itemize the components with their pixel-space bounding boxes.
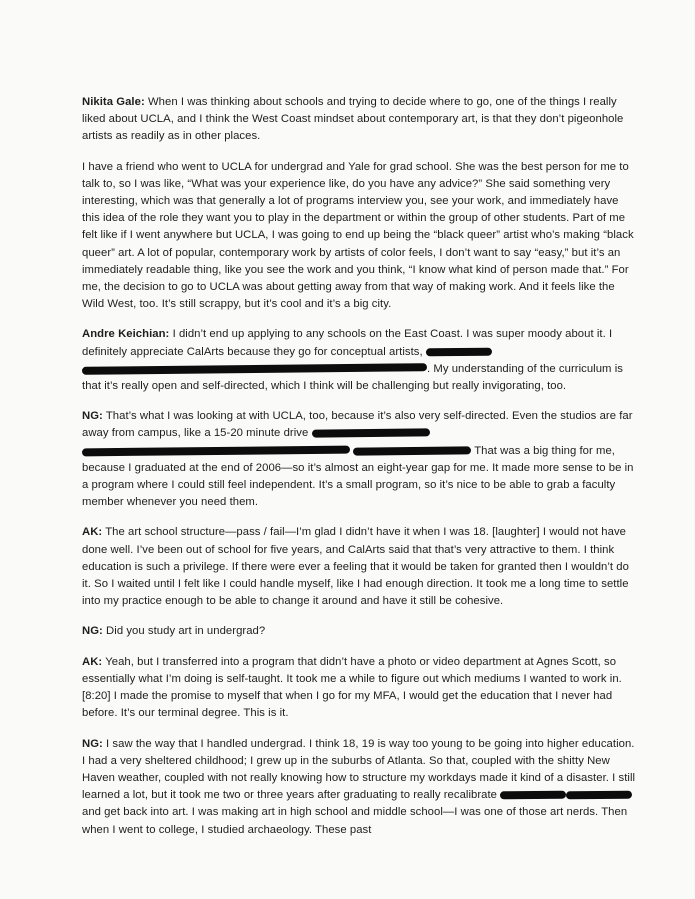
paragraph-text: and get back into art. I was making art in high school and middle school—I was one of those art nerds. Then when I went to college, I studied archaeology. These past (82, 806, 628, 836)
speaker-label: Andre Keichian: (82, 328, 170, 341)
paragraph-text: Did you study art in undergrad? (102, 625, 266, 638)
speaker-label: AK: (82, 655, 103, 668)
paragraph-text: When I was thinking about schools and trying to decide where to go, one of the things I really liked about UCLA, and I think the West Coast mindset about contemporary art, is that they don’t pigeonhole artists as readily as in other places. (82, 96, 624, 143)
redaction-mark (82, 363, 427, 375)
speaker-label: AK: (82, 526, 103, 539)
speaker-label: NG: (82, 737, 103, 750)
redaction-mark (500, 791, 566, 800)
paragraph-text: That’s what I was looking at with UCLA, too, because it’s also very self-directed. Even the studios are far away from campus, like a 15-20 minute drive (82, 410, 633, 440)
speaker-label: Nikita Gale: (82, 96, 145, 108)
paragraph-text: I didn’t end up applying to any schools on the East Coast. I was super moody about it. I definitely appreciate CalArts because they go for conceptual artists, (82, 328, 613, 358)
speaker-label: NG: (82, 410, 103, 423)
paragraph-7 (82, 654, 639, 723)
paragraph-text: I saw the way that I handled undergrad. I think 18, 19 is way too young to be going into higher education. I had a very sheltered childhood; I grew up in the suburbs of Atlanta. So that, coupled with the shitty New Haven weather, coupled with not really knowing how to structure my workdays made it kind of a disaster. I still learned a lot, but it took me two or three years after graduating to really recalibrate (82, 737, 636, 802)
redaction-mark (82, 445, 350, 456)
paragraph-text: I have a friend who went to UCLA for undergrad and Yale for grad school. She was the best person for me to talk to, so I was like, “What was your experience like, do you have any advice?” She said something very interesting, which was that generally a lot of programs interview you, see your work, and immediately have this idea of the role they want you to play in the department or within the group of other students. Part of me felt like if I went anywhere but UCLA, I was going to end up being the “black queer” artist who’s making “black queer” art. A lot of popular, contemporary work by artists of color feels, I don’t want to say “easy,” but it’s an immediately readable thing, like you see the work and you think, “I know what kind of person made that.” For me, the decision to go to UCLA was about getting away from that way of making work. And it feels like the Wild West, too. It’s still scrappy, but it’s cool and it’s a big city. (82, 160, 634, 311)
redaction-mark (353, 446, 471, 455)
redaction-mark (566, 791, 632, 800)
paragraph-2 (82, 159, 639, 314)
paragraph-4 (82, 408, 639, 511)
paragraph-3 (82, 326, 639, 395)
paragraph-text: That was a big thing for me, because I graduated at the end of 2006—so it’s almost an eight-year gap for me. It made more sense to be in a program where I could still feel independent. It’s a small program, so it’s nice to be able to grab a faculty member whenever you need them. (82, 444, 634, 509)
paragraph-6 (82, 623, 639, 640)
speaker-label: NG: (82, 625, 103, 638)
redaction-mark (426, 347, 492, 356)
paragraph-5 (82, 524, 639, 610)
redaction-mark (311, 429, 429, 438)
paragraph-8 (82, 736, 639, 839)
paragraph-text: The art school structure—pass / fail—I’m glad I didn’t have it when I was 18. [laughter] I would not have done well. I’ve been out of school for five years, and CalArts said that that’s very attractive to them. I think education is such a privilege. If there were ever a feeling that it would be taken for granted then I wouldn’t do it. So I waited until I felt like I could handle myself, like I had enough direction. It took me a long time to settle into my practice enough to be able to change it around and have it still be cohesive. (82, 526, 629, 608)
paragraph-text: . My understanding of the curriculum is that it’s really open and self-directed, which I think will be challenging but really invigorating, too. (82, 362, 623, 393)
paragraph-1 (82, 94, 639, 146)
paragraph-text: Yeah, but I transferred into a program that didn’t have a photo or video department at Agnes Scott, so essentially what I’m doing is self-taught. It took me a while to figure out which mediums I wanted to work in. [8:20] I made the promise to myself that when I go for my MFA, I would get the education that I never had before. It’s our terminal degree. This is it. (82, 655, 622, 720)
